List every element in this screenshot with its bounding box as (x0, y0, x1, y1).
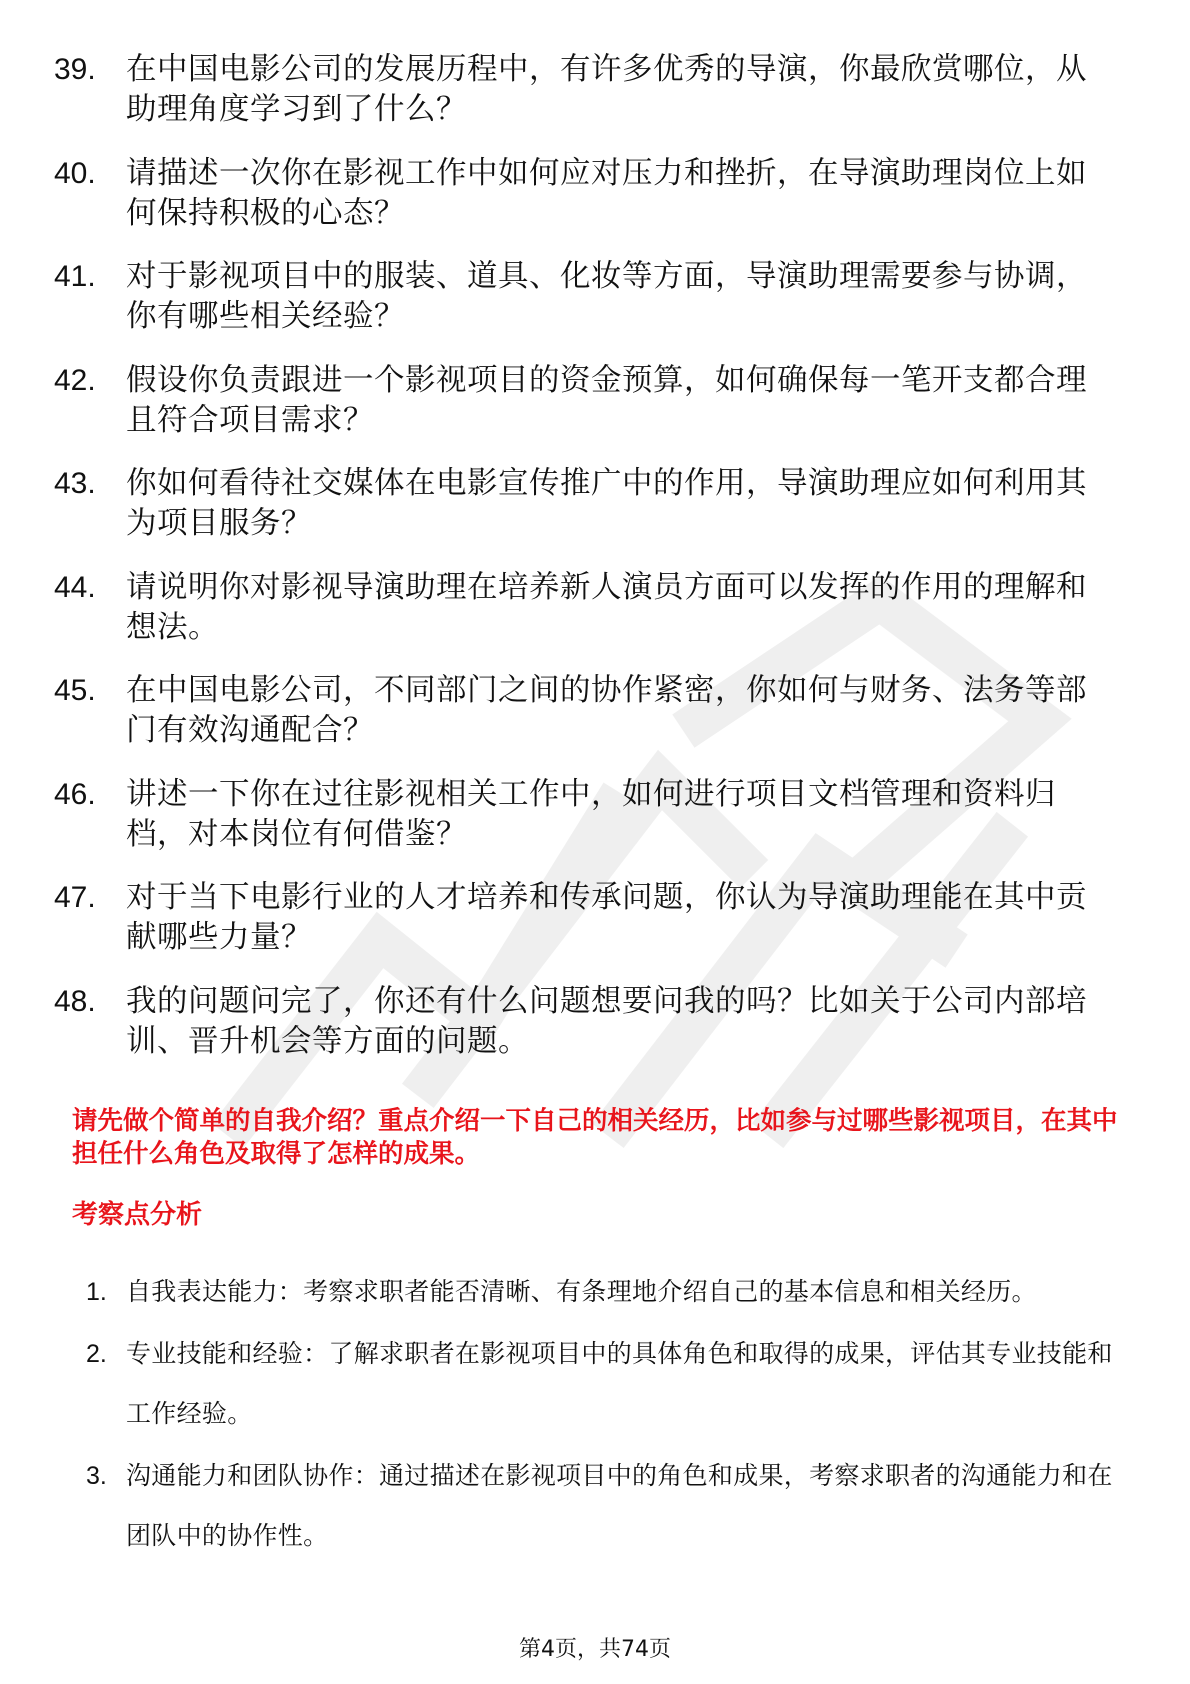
question-text: 在中国电影公司的发展历程中，有许多优秀的导演，你最欣赏哪位，从助理角度学习到了什么？ (126, 52, 1087, 127)
question-item (54, 878, 1114, 958)
page-number-footer: 第4页，共74页 (519, 1637, 671, 1662)
analysis-number: 1. (86, 1278, 107, 1306)
question-text: 请说明你对影视导演助理在培养新人演员方面可以发挥的作用的理解和想法。 (126, 569, 1087, 645)
question-number: 39. (54, 53, 96, 86)
question-number: 48. (54, 984, 96, 1018)
analysis-item (86, 1324, 1116, 1444)
analysis-text: 沟通能力和团队协作：通过描述在影视项目中的角色和成果，考察求职者的沟通能力和在团队中的协作性。 (126, 1461, 1113, 1550)
question-text: 你如何看待社交媒体在电影宣传推广中的作用，导演助理应如何利用其为项目服务？ (126, 466, 1087, 541)
analysis-text: 自我表达能力：考察求职者能否清晰、有条理地介绍自己的基本信息和相关经历。 (126, 1277, 1037, 1306)
question-text: 请描述一次你在影视工作中如何应对压力和挫折，在导演助理岗位上如何保持积极的心态？ (126, 155, 1087, 231)
question-item (54, 361, 1114, 441)
analysis-item (86, 1262, 1116, 1322)
question-text: 讲述一下你在过往影视相关工作中，如何进行项目文档管理和资料归档，对本岗位有何借鉴？ (126, 776, 1056, 852)
question-number: 41. (54, 260, 96, 293)
question-number: 40. (54, 156, 96, 190)
question-number: 42. (54, 363, 96, 397)
question-item (54, 464, 1114, 544)
question-item (54, 671, 1114, 751)
question-text: 我的问题问完了，你还有什么问题想要问我的吗？比如关于公司内部培训、晋升机会等方面的问题。 (126, 983, 1087, 1059)
question-list (54, 50, 1114, 1085)
question-number: 44. (54, 570, 96, 604)
analysis-number: 2. (86, 1340, 107, 1368)
question-text: 在中国电影公司，不同部门之间的协作紧密，你如何与财务、法务等部门有效沟通配合？ (126, 673, 1087, 748)
question-item (54, 568, 1114, 648)
analysis-item (86, 1446, 1116, 1566)
question-text: 对于影视项目中的服装、道具、化妆等方面，导演助理需要参与协调，你有哪些相关经验？ (126, 259, 1087, 334)
question-number: 43. (54, 467, 96, 500)
analysis-list (86, 1262, 1116, 1568)
question-item (54, 154, 1114, 234)
analysis-number: 3. (86, 1462, 107, 1490)
question-item (54, 775, 1114, 855)
question-number: 47. (54, 881, 96, 914)
question-number: 45. (54, 674, 96, 707)
analysis-text: 专业技能和经验：了解求职者在影视项目中的具体角色和取得的成果，评估其专业技能和工作经验。 (126, 1339, 1113, 1428)
question-text: 对于当下电影行业的人才培养和传承问题，你认为导演助理能在其中贡献哪些力量？ (126, 880, 1087, 955)
question-text: 假设你负责跟进一个影视项目的资金预算，如何确保每一笔开支都合理且符合项目需求？ (126, 362, 1087, 438)
question-item (54, 257, 1114, 337)
question-item (54, 50, 1114, 130)
analysis-section-title: 考察点分析 (72, 1200, 203, 1230)
highlighted-question: 请先做个简单的自我介绍？重点介绍一下自己的相关经历，比如参与过哪些影视项目，在其中担任什么角色及取得了怎样的成果。 (72, 1106, 1118, 1169)
question-item (54, 982, 1114, 1062)
question-number: 46. (54, 777, 96, 811)
